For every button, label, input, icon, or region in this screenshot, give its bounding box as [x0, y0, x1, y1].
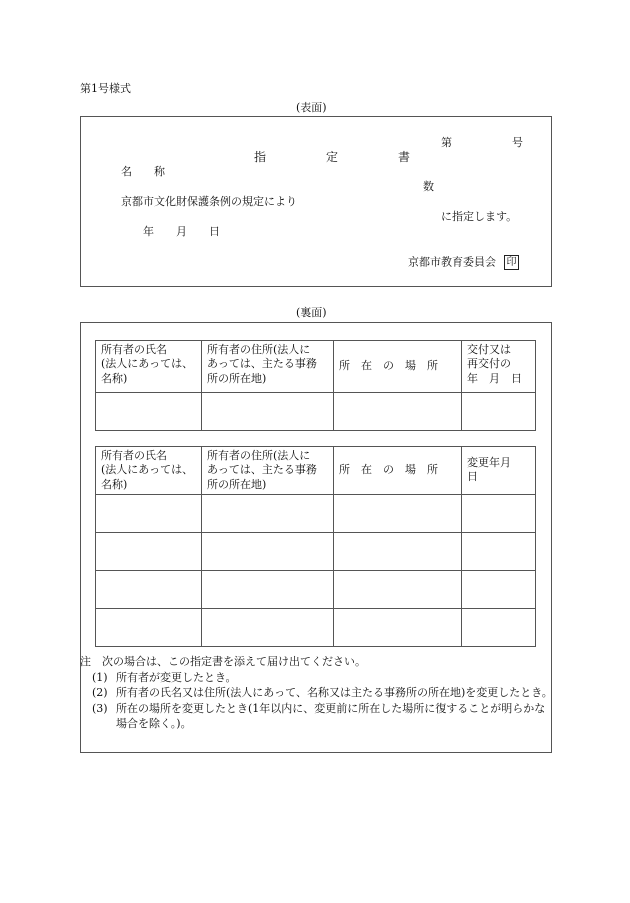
notes-title: 注 次の場合は、この指定書を添えて届け出てください。 [80, 655, 366, 668]
table-row [96, 570, 536, 608]
note-item [92, 670, 555, 686]
note-text: 所有者が変更したとき。 [116, 670, 237, 684]
table-cell[interactable] [96, 532, 202, 570]
table-row [96, 532, 536, 570]
ordinance-text: 京都市文化財保護条例の規定により [121, 195, 297, 208]
form-number: 第1号様式 [80, 82, 131, 95]
kazu-label: 数 [423, 180, 434, 193]
name-label: 名 称 [121, 165, 165, 178]
header-owner-name: 所有者の氏名 (法人にあっては、 名称) [96, 447, 202, 495]
notes-section [80, 654, 555, 732]
change-table [95, 446, 536, 647]
seal-stamp: 印 [504, 255, 519, 270]
header-owner-address: 所有者の住所(法人に あっては、主たる事務 所の所在地) [202, 341, 334, 393]
table-cell[interactable] [462, 393, 536, 431]
table-cell[interactable] [202, 608, 334, 646]
table-row [96, 608, 536, 646]
table-cell[interactable] [202, 393, 334, 431]
table-header-row [96, 447, 536, 495]
table-cell[interactable] [462, 532, 536, 570]
note-number: (2) [92, 686, 108, 700]
date-text: 年 月 日 [143, 225, 220, 238]
note-number: (3) [92, 701, 108, 715]
issuer-name: 京都市教育委員会 [408, 255, 496, 269]
designated-text: に指定します。 [441, 210, 518, 223]
header-owner-address: 所有者の住所(法人に あっては、主たる事務 所の所在地) [202, 447, 334, 495]
header-issue-date: 交付又は 再交付の 年 月 日 [462, 341, 536, 393]
table-cell[interactable] [462, 494, 536, 532]
table-header-row [96, 341, 536, 393]
note-item [92, 685, 555, 701]
table-cell[interactable] [202, 570, 334, 608]
certificate-go: 号 [512, 136, 523, 149]
table-cell[interactable] [96, 608, 202, 646]
issuer [408, 255, 519, 270]
header-owner-name: 所有者の氏名 (法人にあっては、 名称) [96, 341, 202, 393]
table-cell[interactable] [334, 494, 462, 532]
table-cell[interactable] [462, 570, 536, 608]
table-cell[interactable] [96, 494, 202, 532]
table-cell[interactable] [334, 570, 462, 608]
note-item [92, 701, 555, 732]
certificate-title: 指 定 書 [254, 150, 411, 164]
back-label: (裏面) [296, 306, 327, 319]
note-text: 所有者の氏名又は住所(法人にあって、名称又は主たる事務所の所在地)を変更したとき。 [116, 686, 553, 700]
header-change-date: 変更年月 日 [462, 447, 536, 495]
certificate-dai: 第 [441, 136, 452, 149]
table-row [96, 393, 536, 431]
table-cell[interactable] [334, 608, 462, 646]
table-cell[interactable] [202, 494, 334, 532]
header-location: 所 在 の 場 所 [334, 341, 462, 393]
table-cell[interactable] [202, 532, 334, 570]
table-cell[interactable] [334, 393, 462, 431]
header-location: 所 在 の 場 所 [334, 447, 462, 495]
table-cell[interactable] [96, 393, 202, 431]
table-row [96, 494, 536, 532]
note-number: (1) [92, 670, 108, 684]
table-cell[interactable] [334, 532, 462, 570]
table-cell[interactable] [462, 608, 536, 646]
note-text: 所在の場所を変更したとき(1年以内に、変更前に所在した場所に復することが明らかな場合を除く。)。 [116, 701, 546, 731]
front-label: (表面) [296, 101, 327, 114]
issue-table [95, 340, 536, 431]
table-cell[interactable] [96, 570, 202, 608]
